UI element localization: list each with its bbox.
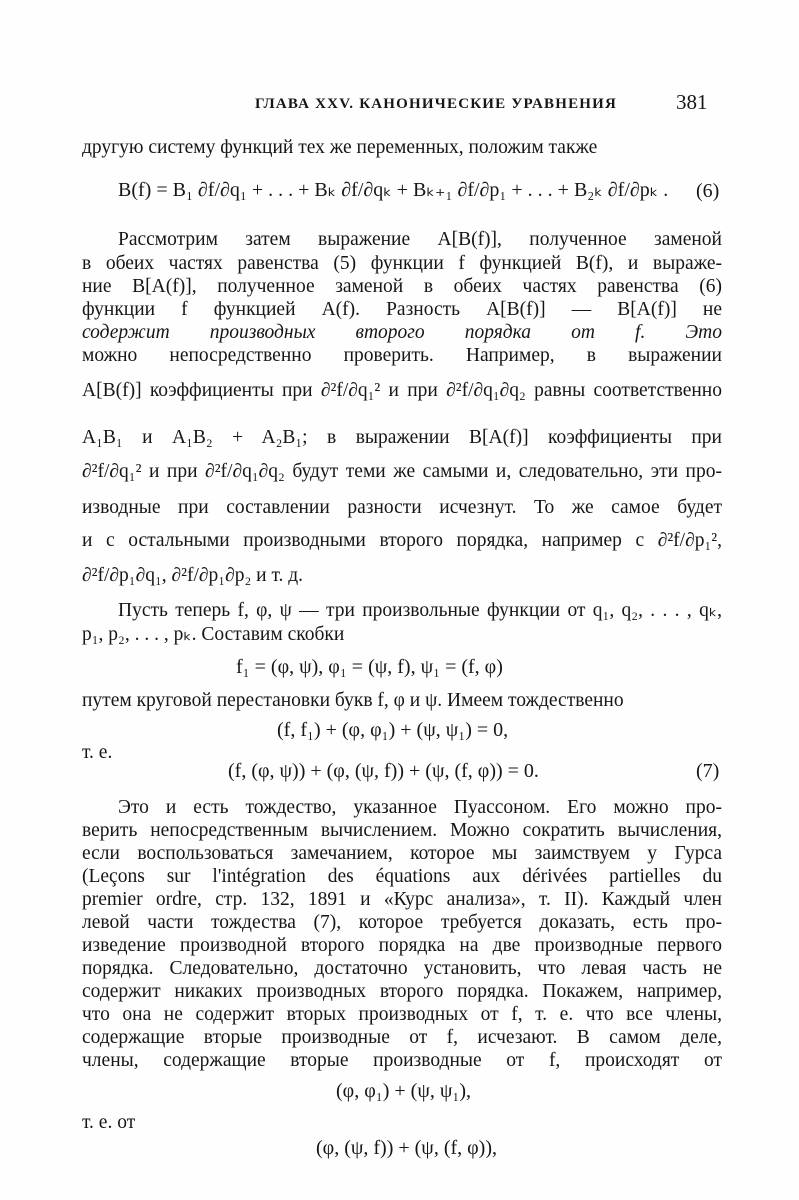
text-line: A₁B₁ и A₁B₂ + A₂B₁; в выражении B[A(f)] коэффициенты при: [82, 427, 722, 448]
text-line: изводные при составлении разности исчезнут. То же самое будет: [82, 497, 722, 518]
text-line: другую систему функций тех же переменных, положим также: [82, 137, 598, 158]
text-line: члены, содержащие вторые производные от f, происходят от: [82, 1050, 722, 1071]
text-line: содержит никаких производных второго порядка. Покажем, например,: [82, 981, 722, 1002]
formula-identity: (f, f₁) + (φ, φ₁) + (ψ, ψ₁) = 0,: [277, 719, 509, 741]
text-line: если воспользоваться замечанием, которое мы заимствуем у Гурса: [82, 843, 722, 864]
text-line: A[B(f)] коэффициенты при ∂²f/∂q₁² и при ∂²f/∂q₁∂q₂ равны соответственно: [82, 380, 722, 401]
text-line: Рассмотрим затем выражение A[B(f)], полученное заменой: [118, 229, 722, 250]
equation-number-7: (7): [696, 760, 720, 782]
text-line: функции f функцией A(f). Разность A[B(f)] — B[A(f)] не: [82, 299, 722, 320]
formula-6: B(f) = B₁ ∂f/∂q₁ + . . . + Bₖ ∂f/∂qₖ + Bₖ₊₁ ∂f/∂p₁ + . . . + B₂ₖ ∂f/∂pₖ .: [118, 179, 669, 201]
text-line: ние B[A(f)], полученное заменой в обеих частях равенства (6): [82, 276, 722, 297]
running-header: ГЛАВА XXV. КАНОНИЧЕСКИЕ УРАВНЕНИЯ: [255, 96, 618, 112]
formula-brackets: f₁ = (φ, ψ), φ₁ = (ψ, f), ψ₁ = (f, φ): [236, 656, 503, 678]
text-line: Пусть теперь f, φ, ψ — три произвольные функции от q₁, q₂, . . . , qₖ,: [118, 600, 722, 621]
text-line: premier ordre, стр. 132, 1891 и «Курс анализа», т. II). Каждый член: [82, 889, 722, 910]
formula-terms-expanded: (φ, (ψ, f)) + (ψ, (f, φ)),: [316, 1137, 498, 1159]
text-line: Это и есть тождество, указанное Пуассоном. Его можно про-: [118, 797, 722, 818]
text-line: порядка. Следовательно, достаточно установить, что левая часть не: [82, 958, 722, 979]
formula-terms: (φ, φ₁) + (ψ, ψ₁),: [336, 1080, 471, 1102]
text-line: в обеих частях равенства (5) функции f функцией B(f), и выраже-: [82, 253, 722, 274]
page-number: 381: [676, 90, 708, 114]
text-line: p₁, p₂, . . . , pₖ. Составим скобки: [82, 624, 345, 645]
text-line: (Leçons sur l'intégration des équations aux dérivées partielles du: [82, 866, 722, 887]
text-line: изведение производной второго порядка на две производные первого: [82, 935, 722, 956]
text-line: можно непосредственно проверить. Например, в выражении: [82, 345, 722, 366]
text-line: ∂²f/∂p₁∂q₁, ∂²f/∂p₁∂p₂ и т. д.: [82, 565, 304, 586]
formula-7: (f, (φ, ψ)) + (φ, (ψ, f)) + (ψ, (f, φ)) = 0.: [228, 760, 539, 782]
text-line: что она не содержит вторых производных от f, т. е. что все члены,: [82, 1004, 722, 1025]
text-line: т. е. от: [82, 1112, 136, 1133]
text-line: ∂²f/∂q₁² и при ∂²f/∂q₁∂q₂ будут теми же самыми и, следовательно, эти про-: [82, 461, 722, 482]
text-line: содержащие вторые производные от f, исчезают. В самом деле,: [82, 1027, 722, 1048]
text-line: левой части тождества (7), которое требуется доказать, есть про-: [82, 912, 722, 933]
text-line: содержит производных второго порядка от f. Это: [82, 322, 722, 343]
text-line: и с остальными производными второго порядка, например с ∂²f/∂p₁²,: [82, 530, 722, 551]
text-line: верить непосредственным вычислением. Можно сократить вычисления,: [82, 820, 722, 841]
text-line: путем круговой перестановки букв f, φ и ψ. Имеем тождественно: [82, 690, 624, 711]
equation-number-6: (6): [696, 180, 720, 202]
text-line: т. е.: [82, 742, 113, 763]
